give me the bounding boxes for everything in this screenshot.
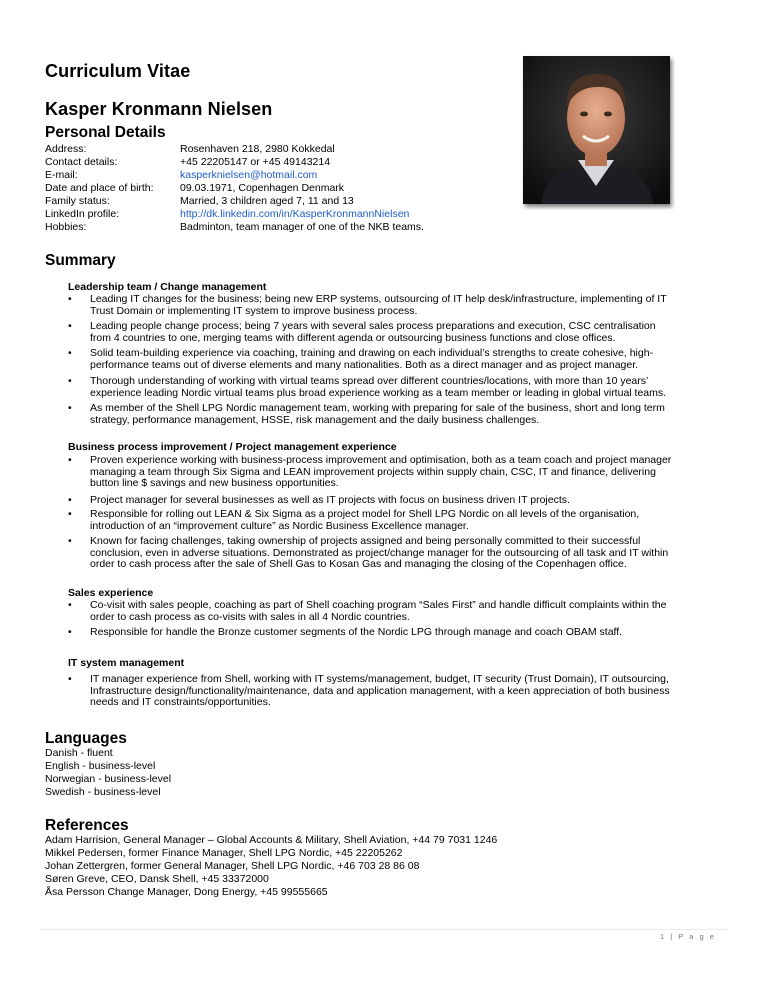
bullet-icon: • <box>68 402 72 414</box>
item-line: Project manager for several businesses as well as IT projects with focus on business driven IT projects. <box>90 494 570 506</box>
page-number: 1 | P a g e <box>660 932 716 941</box>
language-item: Norwegian - business-level <box>45 773 172 785</box>
bullet-icon: • <box>68 673 72 685</box>
detail-value: 09.03.1971, Copenhagen Denmark <box>180 182 345 194</box>
bullet-icon: • <box>68 375 72 387</box>
detail-label: Date and place of birth: <box>45 182 154 194</box>
detail-label: Family status: <box>45 195 110 207</box>
footer-divider <box>40 929 728 930</box>
person-name: Kasper Kronmann Nielsen <box>45 99 273 119</box>
profile-photo <box>523 56 670 204</box>
item-line: conclusion, even in adverse situations. Demonstrated as project/change manager for the outsourcing of all task and IT within <box>90 546 669 559</box>
item-line: Responsible for rolling out LEAN & Six Sigma as a project model for Shell LPG Nordic on all levels of the organisation, <box>90 508 640 520</box>
detail-value: +45 22205147 or +45 49143214 <box>180 156 331 168</box>
reference-item: Mikkel Pedersen, former Finance Manager, Shell LPG Nordic, +45 22205262 <box>45 847 403 859</box>
detail-value: Rosenhaven 218, 2980 Kokkedal <box>180 143 335 155</box>
language-item: Danish - fluent <box>45 747 113 759</box>
item-line: Known for facing challenges, taking ownership of projects assigned and being personally committed to their successful <box>90 535 641 547</box>
summary-subheading: IT system management <box>68 657 185 669</box>
reference-item: Søren Greve, CEO, Dansk Shell, +45 33372000 <box>45 873 269 885</box>
bullet-icon: • <box>68 320 72 332</box>
item-line: Leading people change process; being 7 years with several sales process preparations and execution, CSC centralisation <box>90 320 656 332</box>
item-line: order to cash process as co-visits with sales in all 4 Nordic countries. <box>90 610 410 623</box>
item-line: Responsible for handle the Bronze customer segments of the Nordic LPG through manage and coach OBAM staff. <box>90 626 623 638</box>
detail-value: Badminton, team manager of one of the NKB teams. <box>180 221 424 233</box>
item-line: performance teams out of diverse elements and many nationalities. Both as a direct manager and as project manager. <box>90 358 639 371</box>
item-line: Solid team-building experience via coaching, training and drawing on each individual’s strengths to create cohesive, high- <box>90 347 654 359</box>
item-line: Co-visit with sales people, coaching as part of Shell coaching program “Sales First” and handle difficult complaints within the <box>90 599 667 611</box>
item-line: managing a team through Six Sigma and LEAN improvement projects within supply chain, CSC, IT and finance, delivering <box>90 465 656 478</box>
item-line: needs and IT constraints/opportunities. <box>90 696 271 709</box>
item-line: Trust Domain or implementing IT system to improve business process. <box>90 304 418 317</box>
bullet-icon: • <box>68 494 72 506</box>
detail-value: Married, 3 children aged 7, 11 and 13 <box>180 195 354 207</box>
detail-label: Address: <box>45 143 87 155</box>
summary-subheading: Business process improvement / Project management experience <box>68 441 397 453</box>
item-line: Infrastructure design/functionality/maintenance, data and application management, with a keen appreciation of both business <box>90 684 670 697</box>
bullet-icon: • <box>68 626 72 638</box>
language-item: English - business-level <box>45 760 156 772</box>
linkedin-link[interactable]: http://dk.linkedin.com/in/KasperKronmannNielsen <box>180 208 410 220</box>
item-line: Thorough understanding of working with virtual teams spread over different countries/locations, with more than 10 years’ <box>90 375 649 387</box>
item-line: order to cash process after the sale of Shell Gas to Kosan Gas and managing the closing of the Copenhagen office. <box>90 558 627 571</box>
bullet-icon: • <box>68 508 72 520</box>
personal-details-heading: Personal Details <box>45 124 166 141</box>
summary-subheading: Leadership team / Change management <box>68 281 267 293</box>
item-line: As member of the Shell LPG Nordic management team, working with preparing for sale of the business, short and long term <box>90 402 665 414</box>
email-link[interactable]: kasperknielsen@hotmail.com <box>180 169 318 181</box>
summary-subheading: Sales experience <box>68 587 154 599</box>
item-line: strategy, performance management, HSSE, risk management and the daily business challenges. <box>90 413 540 426</box>
detail-label: LinkedIn profile: <box>45 208 120 220</box>
bullet-icon: • <box>68 347 72 359</box>
languages-heading: Languages <box>45 730 127 747</box>
references-heading: References <box>45 817 129 834</box>
detail-label: Hobbies: <box>45 221 87 233</box>
item-line: Leading IT changes for the business; being new ERP systems, outsourcing of IT help desk/infrastructure, implementing of IT <box>90 293 667 305</box>
cv-title: Curriculum Vitae <box>45 61 191 81</box>
reference-item: Åsa Persson Change Manager, Dong Energy, +45 99555665 <box>45 886 328 898</box>
language-item: Swedish - business-level <box>45 786 161 798</box>
bullet-icon: • <box>68 293 72 305</box>
bullet-icon: • <box>68 454 72 466</box>
bullet-icon: • <box>68 535 72 547</box>
item-line: button line $ savings and new business opportunities. <box>90 477 339 490</box>
item-line: IT manager experience from Shell, working with IT systems/management, budget, IT security (Trust Domain), IT outsourcing, <box>90 673 669 685</box>
detail-label: E-mail: <box>45 169 78 181</box>
bullet-icon: • <box>68 599 72 611</box>
item-line: experience leading Nordic virtual teams plus broad experience working as a team member or leading in global virtual teams. <box>90 386 667 399</box>
summary-heading: Summary <box>45 252 116 269</box>
reference-item: Adam Harrision, General Manager – Global Accounts & Military, Shell Aviation, +44 79 7031 1246 <box>45 834 498 846</box>
item-line: from 4 countries to one, merging teams with different agenda or outsourcing business functions and close offices. <box>90 331 616 344</box>
item-line: introduction of an “improvement culture” as Nordic Business Excellence manager. <box>90 519 469 532</box>
item-line: Proven experience working with business-process improvement and optimisation, both as a team coach and project manager <box>90 454 672 466</box>
detail-label: Contact details: <box>45 156 118 168</box>
reference-item: Johan Zettergren, former General Manager, Shell LPG Nordic, +46 703 28 86 08 <box>45 860 420 872</box>
